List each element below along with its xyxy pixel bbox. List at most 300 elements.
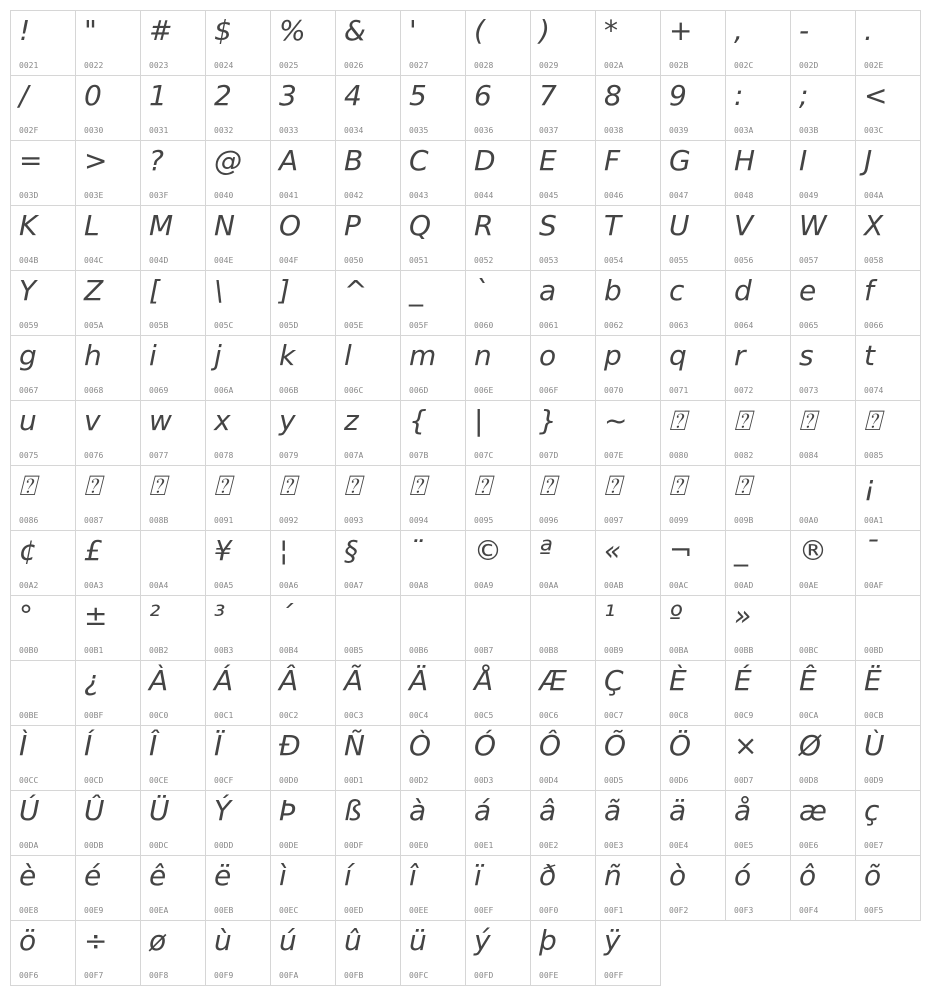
glyph-character: é xyxy=(84,859,102,892)
glyph-codepoint-label: 00E4 xyxy=(669,841,689,850)
glyph-character: ⍰ xyxy=(604,469,621,502)
glyph-cell xyxy=(141,141,206,206)
glyph-character: ; xyxy=(799,79,809,112)
glyph-cell xyxy=(76,726,141,791)
glyph-codepoint-label: 00A6 xyxy=(279,581,299,590)
glyph-cell xyxy=(596,856,661,921)
glyph-cell xyxy=(596,596,661,661)
glyph-cell xyxy=(596,141,661,206)
glyph-codepoint-label: 0024 xyxy=(214,61,234,70)
glyph-codepoint-label: 00C0 xyxy=(149,711,169,720)
glyph-character: Ò xyxy=(409,729,432,762)
glyph-character: > xyxy=(84,144,108,177)
glyph-codepoint-label: 0038 xyxy=(604,126,624,135)
glyph-codepoint-label: 0082 xyxy=(734,451,754,460)
glyph-character: Ë xyxy=(864,664,882,697)
glyph-character: i xyxy=(149,339,157,372)
glyph-cell xyxy=(726,531,791,596)
glyph-character: ⍰ xyxy=(19,469,36,502)
glyph-character: À xyxy=(149,664,169,697)
glyph-codepoint-label: 002D xyxy=(799,61,819,70)
glyph-character: ç xyxy=(864,794,880,827)
glyph-character: N xyxy=(214,209,235,242)
glyph-codepoint-label: 00E7 xyxy=(864,841,884,850)
glyph-cell xyxy=(11,401,76,466)
glyph-codepoint-label: 003E xyxy=(84,191,104,200)
glyph-character: 1 xyxy=(149,79,167,112)
glyph-codepoint-label: 00FA xyxy=(279,971,299,980)
glyph-codepoint-label: 00FE xyxy=(539,971,559,980)
glyph-cell xyxy=(531,726,596,791)
glyph-codepoint-label: 00FD xyxy=(474,971,494,980)
glyph-codepoint-label: 00D0 xyxy=(279,776,299,785)
glyph-codepoint-label: 0037 xyxy=(539,126,559,135)
glyph-cell xyxy=(596,726,661,791)
glyph-codepoint-label: 0026 xyxy=(344,61,364,70)
glyph-codepoint-label: 0075 xyxy=(19,451,39,460)
glyph-character: ä xyxy=(669,794,687,827)
glyph-cell xyxy=(531,856,596,921)
glyph-character: @ xyxy=(214,144,242,177)
glyph-codepoint-label: 0094 xyxy=(409,516,429,525)
glyph-character: * xyxy=(604,14,618,47)
glyph-character: ¨ xyxy=(409,534,423,567)
glyph-character: & xyxy=(344,14,366,47)
glyph-cell xyxy=(206,141,271,206)
glyph-character: \ xyxy=(214,274,224,307)
glyph-codepoint-label: 00C8 xyxy=(669,711,689,720)
glyph-character: X xyxy=(864,209,884,242)
glyph-cell xyxy=(726,596,791,661)
glyph-cell xyxy=(271,11,336,76)
glyph-cell xyxy=(401,206,466,271)
glyph-character: u xyxy=(19,404,37,437)
glyph-character: J xyxy=(864,144,873,177)
glyph-character: È xyxy=(669,664,687,697)
glyph-character: ñ xyxy=(604,859,622,892)
glyph-character: ã xyxy=(604,794,622,827)
glyph-codepoint-label: 003B xyxy=(799,126,819,135)
glyph-codepoint-label: 00DD xyxy=(214,841,234,850)
glyph-character: ⍰ xyxy=(214,469,231,502)
glyph-cell xyxy=(401,791,466,856)
glyph-cell xyxy=(596,661,661,726)
glyph-codepoint-label: 004D xyxy=(149,256,169,265)
glyph-character: q xyxy=(669,339,687,372)
glyph-codepoint-label: 005B xyxy=(149,321,169,330)
glyph-codepoint-label: 00F2 xyxy=(669,906,689,915)
glyph-character: s xyxy=(799,339,814,372)
glyph-codepoint-label: 0022 xyxy=(84,61,104,70)
glyph-cell xyxy=(596,206,661,271)
glyph-codepoint-label: 00E9 xyxy=(84,906,104,915)
glyph-character: Ð xyxy=(279,729,301,762)
glyph-character: Ê xyxy=(799,664,817,697)
glyph-character: å xyxy=(734,794,752,827)
glyph-cell xyxy=(401,271,466,336)
glyph-cell xyxy=(206,206,271,271)
glyph-codepoint-label: 009B xyxy=(734,516,754,525)
glyph-codepoint-label: 0039 xyxy=(669,126,689,135)
glyph-character: © xyxy=(474,534,502,567)
glyph-character: ) xyxy=(539,14,550,47)
glyph-character: ± xyxy=(84,599,108,632)
glyph-cell xyxy=(141,11,206,76)
glyph-character: ⍰ xyxy=(149,469,166,502)
glyph-cell xyxy=(531,401,596,466)
glyph-character: # xyxy=(149,14,173,47)
glyph-cell xyxy=(141,791,206,856)
glyph-codepoint-label: 00BA xyxy=(669,646,689,655)
glyph-character: Â xyxy=(279,664,299,697)
glyph-codepoint-label: 00DA xyxy=(19,841,39,850)
glyph-character: ¥ xyxy=(214,534,232,567)
glyph-cell xyxy=(11,726,76,791)
glyph-cell xyxy=(856,596,921,661)
glyph-cell xyxy=(466,206,531,271)
glyph-codepoint-label: 00A4 xyxy=(149,581,169,590)
glyph-codepoint-label: 006C xyxy=(344,386,364,395)
glyph-character: Õ xyxy=(604,729,627,762)
glyph-cell xyxy=(206,531,271,596)
glyph-character: Ä xyxy=(409,664,429,697)
glyph-cell xyxy=(271,336,336,401)
glyph-character: Ö xyxy=(669,729,692,762)
glyph-character: 4 xyxy=(344,79,362,112)
glyph-codepoint-label: 00AB xyxy=(604,581,624,590)
glyph-codepoint-label: 0048 xyxy=(734,191,754,200)
glyph-character: Z xyxy=(84,274,104,307)
glyph-character: B xyxy=(344,144,364,177)
glyph-codepoint-label: 00F1 xyxy=(604,906,624,915)
glyph-codepoint-label: 0051 xyxy=(409,256,429,265)
glyph-character: f xyxy=(864,274,874,307)
glyph-cell xyxy=(661,466,726,531)
glyph-codepoint-label: 00F8 xyxy=(149,971,169,980)
glyph-codepoint-label: 00CA xyxy=(799,711,819,720)
glyph-character: ø xyxy=(149,924,167,957)
glyph-codepoint-label: 0041 xyxy=(279,191,299,200)
glyph-codepoint-label: 00EB xyxy=(214,906,234,915)
glyph-codepoint-label: 0099 xyxy=(669,516,689,525)
glyph-codepoint-label: 00DE xyxy=(279,841,299,850)
glyph-codepoint-label: 0027 xyxy=(409,61,429,70)
glyph-codepoint-label: 00D5 xyxy=(604,776,624,785)
glyph-cell xyxy=(596,11,661,76)
glyph-character: v xyxy=(84,404,101,437)
glyph-codepoint-label: 00F5 xyxy=(864,906,884,915)
glyph-character: ³ xyxy=(214,599,226,632)
glyph-character: Ý xyxy=(214,794,232,827)
glyph-cell xyxy=(206,336,271,401)
glyph-character: ⍰ xyxy=(539,469,556,502)
glyph-codepoint-label: 002A xyxy=(604,61,624,70)
glyph-codepoint-label: 0072 xyxy=(734,386,754,395)
glyph-character: ° xyxy=(19,599,33,632)
glyph-codepoint-label: 00A2 xyxy=(19,581,39,590)
glyph-codepoint-label: 0084 xyxy=(799,451,819,460)
glyph-codepoint-label: 00BC xyxy=(799,646,819,655)
glyph-cell xyxy=(401,11,466,76)
glyph-character: ⍰ xyxy=(344,469,361,502)
glyph-character: £ xyxy=(84,534,102,567)
glyph-cell xyxy=(856,726,921,791)
glyph-cell xyxy=(336,206,401,271)
glyph-codepoint-label: 0036 xyxy=(474,126,494,135)
glyph-character: ô xyxy=(799,859,817,892)
glyph-character: T xyxy=(604,209,622,242)
glyph-character: º xyxy=(669,599,683,632)
glyph-codepoint-label: 00CF xyxy=(214,776,234,785)
glyph-codepoint-label: 0058 xyxy=(864,256,884,265)
glyph-cell xyxy=(531,271,596,336)
glyph-chart-grid xyxy=(10,10,921,986)
glyph-codepoint-label: 00B4 xyxy=(279,646,299,655)
glyph-codepoint-label: 0031 xyxy=(149,126,169,135)
glyph-cell xyxy=(466,336,531,401)
glyph-cell xyxy=(791,466,856,531)
glyph-cell xyxy=(791,206,856,271)
glyph-cell xyxy=(76,921,141,986)
glyph-cell xyxy=(76,336,141,401)
glyph-cell xyxy=(336,141,401,206)
glyph-codepoint-label: 0085 xyxy=(864,451,884,460)
glyph-cell xyxy=(531,661,596,726)
glyph-character: Ó xyxy=(474,729,497,762)
glyph-codepoint-label: 0070 xyxy=(604,386,624,395)
glyph-codepoint-label: 0080 xyxy=(669,451,689,460)
glyph-cell xyxy=(76,661,141,726)
glyph-character: H xyxy=(734,144,756,177)
glyph-cell xyxy=(401,401,466,466)
glyph-character: ü xyxy=(409,924,427,957)
glyph-cell xyxy=(271,466,336,531)
glyph-cell xyxy=(856,661,921,726)
glyph-cell xyxy=(791,11,856,76)
glyph-codepoint-label: 004A xyxy=(864,191,884,200)
glyph-character: M xyxy=(149,209,174,242)
glyph-cell xyxy=(531,531,596,596)
glyph-codepoint-label: 0056 xyxy=(734,256,754,265)
glyph-codepoint-label: 00C9 xyxy=(734,711,754,720)
glyph-cell xyxy=(271,271,336,336)
glyph-cell xyxy=(271,596,336,661)
glyph-character: ⍰ xyxy=(474,469,491,502)
glyph-cell xyxy=(401,531,466,596)
glyph-cell xyxy=(336,466,401,531)
glyph-cell xyxy=(726,76,791,141)
glyph-character: 0 xyxy=(84,79,102,112)
glyph-character: S xyxy=(539,209,557,242)
glyph-cell xyxy=(466,271,531,336)
glyph-cell xyxy=(661,791,726,856)
glyph-character: r xyxy=(734,339,746,372)
glyph-cell xyxy=(271,856,336,921)
glyph-character: ^ xyxy=(344,274,368,307)
glyph-character: g xyxy=(19,339,37,372)
glyph-cell xyxy=(271,401,336,466)
glyph-character: ⍰ xyxy=(669,404,686,437)
glyph-cell xyxy=(856,271,921,336)
glyph-character: m xyxy=(409,339,437,372)
glyph-codepoint-label: 006F xyxy=(539,386,559,395)
glyph-codepoint-label: 0053 xyxy=(539,256,559,265)
glyph-cell xyxy=(596,921,661,986)
glyph-codepoint-label: 008B xyxy=(149,516,169,525)
glyph-codepoint-label: 003C xyxy=(864,126,884,135)
glyph-cell xyxy=(336,531,401,596)
glyph-character: Ç xyxy=(604,664,624,697)
glyph-codepoint-label: 0050 xyxy=(344,256,364,265)
glyph-codepoint-label: 00E5 xyxy=(734,841,754,850)
glyph-codepoint-label: 0032 xyxy=(214,126,234,135)
glyph-codepoint-label: 004C xyxy=(84,256,104,265)
glyph-cell xyxy=(206,11,271,76)
glyph-character: L xyxy=(84,209,100,242)
glyph-character: ¢ xyxy=(19,534,37,567)
glyph-cell xyxy=(76,596,141,661)
glyph-character: ⍰ xyxy=(734,469,751,502)
glyph-codepoint-label: 00AD xyxy=(734,581,754,590)
glyph-character: ë xyxy=(214,859,232,892)
glyph-codepoint-label: 00EF xyxy=(474,906,494,915)
glyph-character: V xyxy=(734,209,754,242)
glyph-codepoint-label: 0096 xyxy=(539,516,559,525)
glyph-cell xyxy=(661,271,726,336)
glyph-character: Q xyxy=(409,209,432,242)
glyph-character: ~ xyxy=(604,404,628,437)
glyph-codepoint-label: 002B xyxy=(669,61,689,70)
glyph-character: , xyxy=(734,14,743,47)
glyph-codepoint-label: 00E8 xyxy=(19,906,39,915)
glyph-codepoint-label: 0062 xyxy=(604,321,624,330)
glyph-codepoint-label: 0054 xyxy=(604,256,624,265)
glyph-character: y xyxy=(279,404,296,437)
glyph-cell xyxy=(11,271,76,336)
glyph-codepoint-label: 00C2 xyxy=(279,711,299,720)
glyph-codepoint-label: 0057 xyxy=(799,256,819,265)
glyph-codepoint-label: 00FF xyxy=(604,971,624,980)
glyph-character: ` xyxy=(474,274,488,307)
glyph-codepoint-label: 006E xyxy=(474,386,494,395)
glyph-cell xyxy=(856,206,921,271)
glyph-cell xyxy=(531,141,596,206)
glyph-codepoint-label: 0028 xyxy=(474,61,494,70)
glyph-cell xyxy=(661,661,726,726)
glyph-cell xyxy=(141,661,206,726)
glyph-codepoint-label: 00A9 xyxy=(474,581,494,590)
glyph-cell xyxy=(11,206,76,271)
glyph-cell xyxy=(76,271,141,336)
glyph-cell xyxy=(271,921,336,986)
glyph-cell xyxy=(466,401,531,466)
glyph-character: W xyxy=(799,209,827,242)
glyph-codepoint-label: 006B xyxy=(279,386,299,395)
glyph-character: [ xyxy=(149,274,160,307)
glyph-codepoint-label: 0034 xyxy=(344,126,364,135)
glyph-codepoint-label: 00FC xyxy=(409,971,429,980)
glyph-character: û xyxy=(344,924,362,957)
glyph-codepoint-label: 00B8 xyxy=(539,646,559,655)
glyph-codepoint-label: 0055 xyxy=(669,256,689,265)
glyph-codepoint-label: 00C1 xyxy=(214,711,234,720)
glyph-codepoint-label: 0077 xyxy=(149,451,169,460)
glyph-codepoint-label: 00A7 xyxy=(344,581,364,590)
glyph-character: Ñ xyxy=(344,729,365,762)
glyph-character: 2 xyxy=(214,79,232,112)
glyph-character: Ì xyxy=(19,729,28,762)
glyph-cell xyxy=(466,141,531,206)
glyph-cell xyxy=(271,531,336,596)
glyph-character: P xyxy=(344,209,361,242)
glyph-codepoint-label: 002E xyxy=(864,61,884,70)
glyph-character: k xyxy=(279,339,296,372)
glyph-cell xyxy=(661,856,726,921)
glyph-cell xyxy=(11,76,76,141)
glyph-cell xyxy=(336,921,401,986)
glyph-cell xyxy=(141,336,206,401)
glyph-codepoint-label: 0047 xyxy=(669,191,689,200)
glyph-codepoint-label: 007A xyxy=(344,451,364,460)
glyph-character: ' xyxy=(409,14,417,47)
glyph-codepoint-label: 0049 xyxy=(799,191,819,200)
glyph-codepoint-label: 0065 xyxy=(799,321,819,330)
glyph-codepoint-label: 00F3 xyxy=(734,906,754,915)
glyph-cell xyxy=(336,791,401,856)
glyph-character: p xyxy=(604,339,622,372)
glyph-character: ¡ xyxy=(864,469,876,502)
glyph-codepoint-label: 0030 xyxy=(84,126,104,135)
glyph-character: / xyxy=(19,79,29,112)
glyph-cell xyxy=(596,401,661,466)
glyph-codepoint-label: 0074 xyxy=(864,386,884,395)
glyph-cell xyxy=(856,336,921,401)
glyph-cell xyxy=(791,336,856,401)
glyph-character: $ xyxy=(214,14,232,47)
glyph-cell xyxy=(661,531,726,596)
glyph-cell xyxy=(206,271,271,336)
glyph-cell xyxy=(791,76,856,141)
glyph-codepoint-label: 003F xyxy=(149,191,169,200)
glyph-character: ÿ xyxy=(604,924,621,957)
glyph-character: Û xyxy=(84,794,105,827)
glyph-cell xyxy=(791,531,856,596)
glyph-codepoint-label: 00F0 xyxy=(539,906,559,915)
glyph-cell xyxy=(336,401,401,466)
glyph-cell xyxy=(466,11,531,76)
glyph-cell xyxy=(336,856,401,921)
glyph-cell xyxy=(726,271,791,336)
glyph-codepoint-label: 0033 xyxy=(279,126,299,135)
glyph-character: E xyxy=(539,144,557,177)
glyph-character: Ú xyxy=(19,794,40,827)
glyph-codepoint-label: 00AC xyxy=(669,581,689,590)
glyph-codepoint-label: 0044 xyxy=(474,191,494,200)
glyph-cell xyxy=(336,271,401,336)
glyph-cell xyxy=(531,596,596,661)
glyph-character: æ xyxy=(799,794,827,827)
glyph-character: ® xyxy=(799,534,827,567)
glyph-codepoint-label: 00B3 xyxy=(214,646,234,655)
glyph-codepoint-label: 0021 xyxy=(19,61,39,70)
glyph-codepoint-label: 00C5 xyxy=(474,711,494,720)
glyph-codepoint-label: 00E0 xyxy=(409,841,429,850)
glyph-codepoint-label: 0069 xyxy=(149,386,169,395)
glyph-character: ¦ xyxy=(279,534,289,567)
glyph-cell xyxy=(726,856,791,921)
glyph-cell xyxy=(11,11,76,76)
glyph-codepoint-label: 0042 xyxy=(344,191,364,200)
